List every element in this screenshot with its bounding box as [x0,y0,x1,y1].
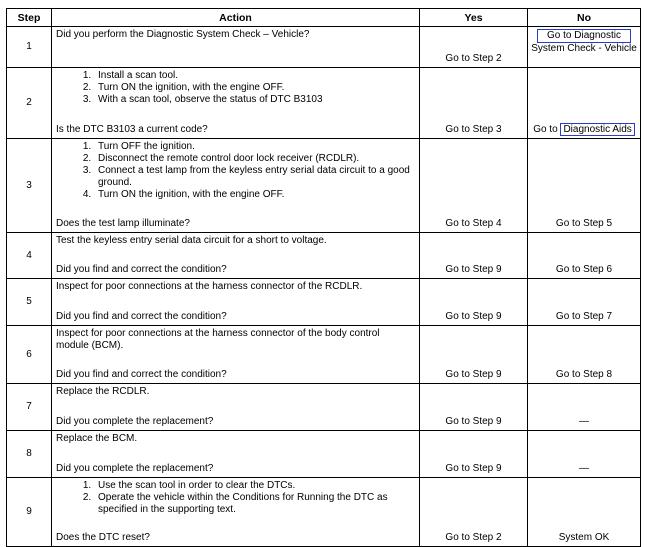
yes-cell: Go to Step 4 [420,139,528,233]
no-prefix: Go to [533,124,561,135]
no-cell: Go to Step 6 [528,233,641,279]
no-cell: — [528,431,641,478]
action-lead: Inspect for poor connections at the harness connector of the RCDLR. [56,281,363,292]
yes-cell: Go to Step 3 [420,68,528,139]
action-step: 1. Install a scan tool. [94,70,415,82]
diagnostic-aids-link[interactable]: Diagnostic Aids [560,123,634,136]
yes-cell: Go to Step 9 [420,279,528,326]
no-cell: — [528,384,641,431]
table-row [7,384,641,431]
action-step: 3. With a scan tool, observe the status of DTC B3103 [94,94,415,106]
action-question: Did you complete the replacement? [56,463,214,474]
yes-cell: Go to Step 9 [420,326,528,384]
action-step: 1. Turn OFF the ignition. [94,141,415,153]
header-row [7,9,641,27]
step-number: 8 [7,431,52,478]
action-cell [52,27,420,68]
action-cell [52,139,420,233]
action-lead: Replace the RCDLR. [56,386,150,397]
table-row [7,233,641,279]
action-cell [52,431,420,478]
action-steps [56,480,415,516]
no-cell [528,27,641,68]
action-question: Did you complete the replacement? [56,416,214,427]
action-cell [52,68,420,139]
action-cell [52,478,420,547]
action-cell [52,384,420,431]
header-no: No [528,9,641,27]
action-question: Did you find and correct the condition? [56,264,227,275]
no-cell: System OK [528,478,641,547]
action-steps [56,141,415,201]
diagnostic-system-check-link[interactable]: Go to Diagnostic [537,29,631,43]
action-step: 2. Operate the vehicle within the Conditions for Running the DTC as specified in the supporting text. [94,492,415,516]
no-cell: Go to Step 8 [528,326,641,384]
table-row [7,139,641,233]
no-cell: Go to Step 7 [528,279,641,326]
yes-cell: Go to Step 2 [420,27,528,68]
step-number: 9 [7,478,52,547]
header-step: Step [7,9,52,27]
table-row [7,27,641,68]
action-step: 1. Use the scan tool in order to clear the DTCs. [94,480,415,492]
action-question: Is the DTC B3103 a current code? [56,124,208,135]
header-yes: Yes [420,9,528,27]
action-question: Does the DTC reset? [56,532,150,543]
step-number: 7 [7,384,52,431]
no-cell [528,68,641,139]
step-number: 5 [7,279,52,326]
diagnostic-table [6,8,641,547]
step-number: 2 [7,68,52,139]
yes-cell: Go to Step 9 [420,384,528,431]
action-question: Does the test lamp illuminate? [56,218,190,229]
table-row [7,279,641,326]
action-question: Did you perform the Diagnostic System Check – Vehicle? [56,29,310,40]
action-step: 2. Disconnect the remote control door lock receiver (RCDLR). [94,153,415,165]
action-question: Did you find and correct the condition? [56,369,227,380]
action-step: 2. Turn ON the ignition, with the engine OFF. [94,82,415,94]
yes-cell: Go to Step 9 [420,233,528,279]
table-row [7,68,641,139]
action-lead: Inspect for poor connections at the harness connector of the body control module (BCM). [56,328,380,351]
action-cell [52,279,420,326]
yes-cell: Go to Step 2 [420,478,528,547]
action-steps [56,70,415,106]
table-row [7,478,641,547]
action-cell [52,233,420,279]
step-number: 1 [7,27,52,68]
header-action: Action [52,9,420,27]
step-number: 4 [7,233,52,279]
step-number: 6 [7,326,52,384]
yes-cell: Go to Step 9 [420,431,528,478]
table-row [7,431,641,478]
action-cell [52,326,420,384]
action-question: Did you find and correct the condition? [56,311,227,322]
no-cell: Go to Step 5 [528,139,641,233]
step-number: 3 [7,139,52,233]
no-cell-text: System Check - Vehicle [531,43,637,54]
action-lead: Test the keyless entry serial data circuit for a short to voltage. [56,235,327,246]
action-step: 3. Connect a test lamp from the keyless entry serial data circuit to a good ground. [94,165,415,189]
table-row [7,326,641,384]
action-lead: Replace the BCM. [56,433,138,444]
action-step: 4. Turn ON the ignition, with the engine OFF. [94,189,415,201]
